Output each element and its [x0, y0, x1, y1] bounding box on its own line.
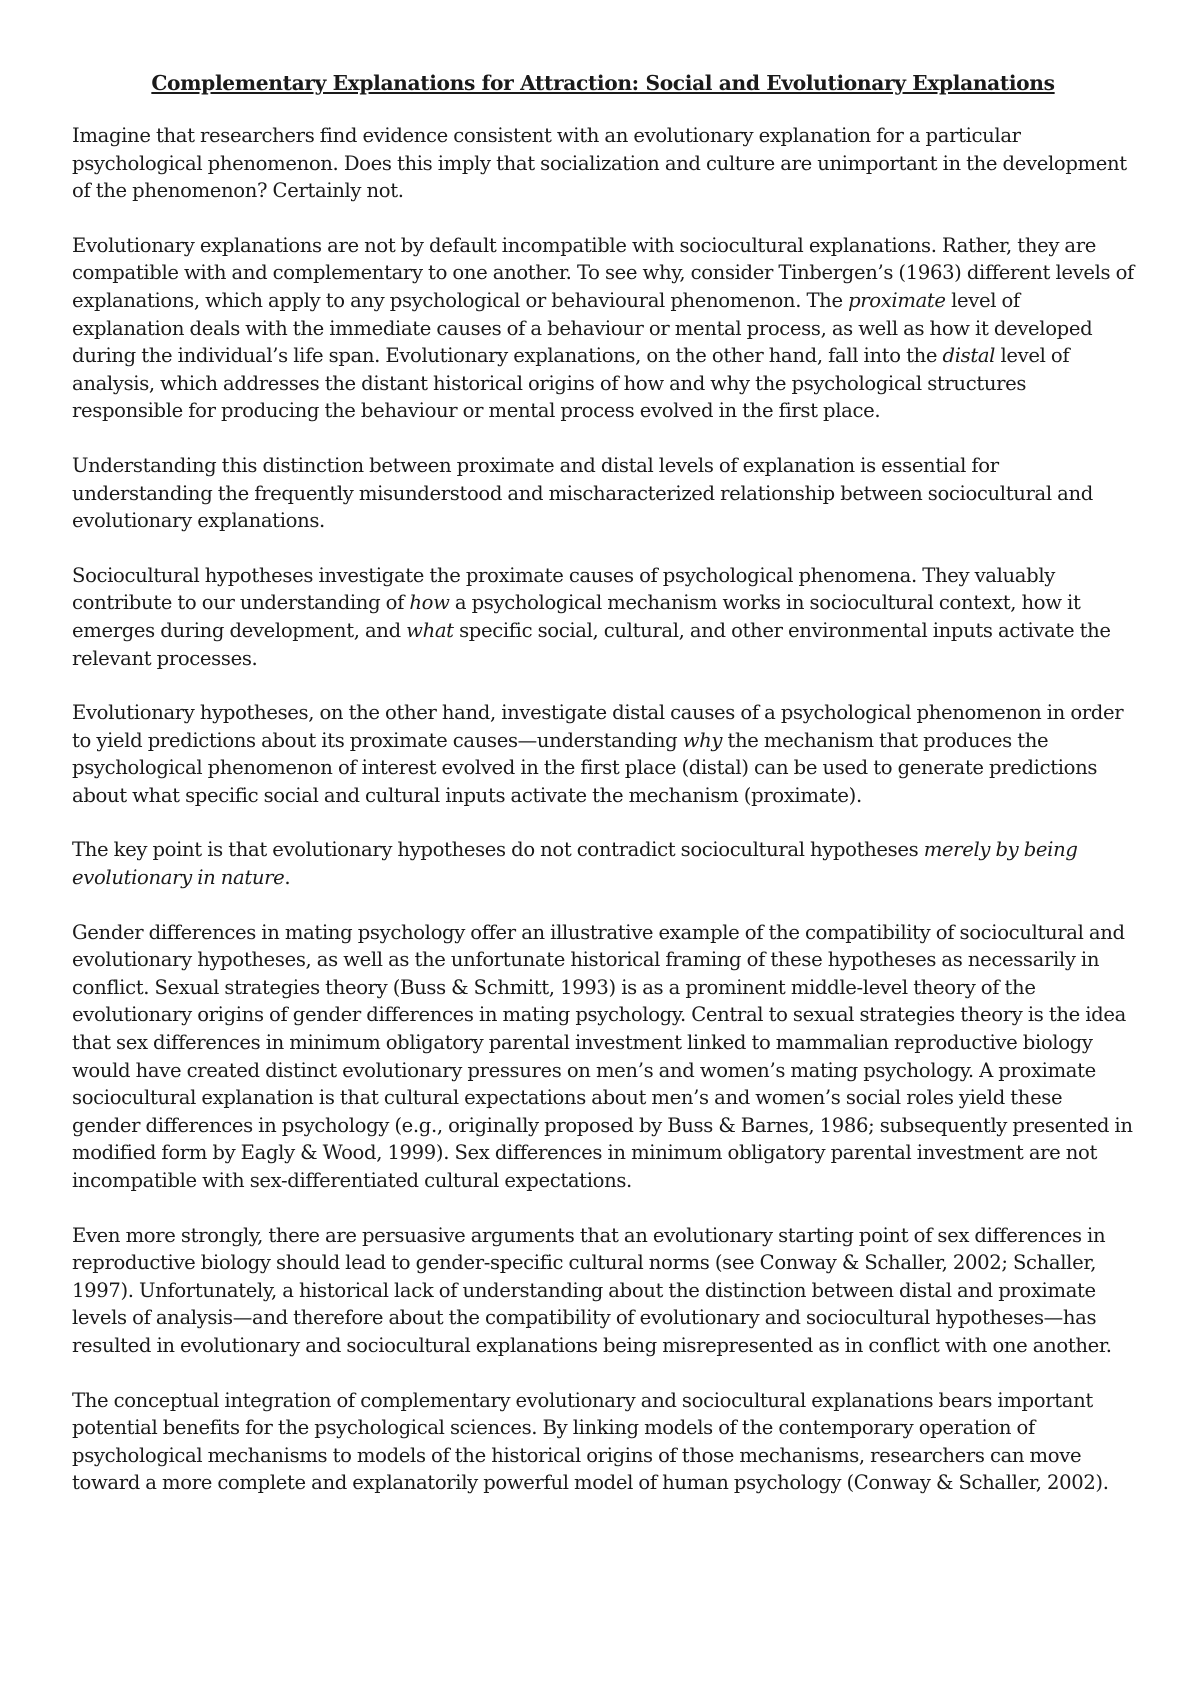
- italic-text: how: [409, 591, 450, 615]
- text-run: Evolutionary hypotheses, on the other hand, investigate distal causes of a psychological phenomenon in order to yield predictions about its proximate causes—understanding: [72, 701, 1124, 752]
- text-run: The key point is that evolutionary hypotheses do not contradict sociocultural hypotheses: [72, 838, 924, 862]
- document-title: Complementary Explanations for Attraction: Social and Evolutionary Explanations: [151, 71, 1055, 95]
- text-run: Understanding this distinction between proximate and distal levels of explanation is essential for understanding the frequently misunderstood and mischaracterized relationship between sociocultural and evolutionary explanations.: [72, 453, 1093, 533]
- italic-text: what: [406, 618, 454, 642]
- text-run: Sociocultural hypotheses investigate the proximate causes of psychological phenomena. They valuably contribute to our understanding of: [72, 563, 1055, 615]
- paragraph-2: [72, 232, 1134, 425]
- italic-text: why: [682, 728, 723, 752]
- paragraph-3: [72, 452, 1134, 535]
- italic-text: distal: [942, 344, 996, 368]
- text-run: the mechanism that produces the psychological phenomenon of interest evolved in the first place (distal) can be used to generate predictions about what specific social and cultural inputs activate the mechanism (proximate).: [72, 728, 1098, 807]
- paragraph-4: [72, 562, 1134, 672]
- document-body: [72, 122, 1134, 1497]
- italic-text: proximate: [848, 288, 946, 312]
- text-run: .: [284, 866, 291, 890]
- paragraph-9: [72, 1387, 1134, 1497]
- text-run: a psychological mechanism works in sociocultural context, how it emerges during development, and: [72, 591, 1081, 642]
- text-run: The conceptual integration of complementary evolutionary and sociocultural explanations bears important potential benefits for the psychological sciences. By linking models of the contemporary operation of psychological mechanisms to models of the historical origins of those mechanisms, researchers can move toward a more complete and explanatorily powerful model of human psychology (Conway & Schaller, 2002).: [72, 1388, 1109, 1495]
- text-run: level of analysis, which addresses the distant historical origins of how and why the psychological structures responsible for producing the behaviour or mental process evolved in the first place.: [72, 344, 1070, 423]
- paragraph-8: [72, 1222, 1134, 1360]
- text-run: Imagine that researchers find evidence consistent with an evolutionary explanation for a particular psychological phenomenon. Does this imply that socialization and culture are unimportant in the development of the phenomenon? Certainly not.: [72, 124, 1127, 203]
- text-run: Evolutionary explanations are not by default incompatible with sociocultural explanations. Rather, they are compatible with and complementary to one another. To see why, consider Tinbergen’s (1963) different levels of explanations, which apply to any psychological or behavioural phenomenon. The: [72, 233, 1134, 312]
- text-run: specific social, cultural, and other environmental inputs activate the relevant processes.: [72, 618, 1111, 670]
- text-run: Gender differences in mating psychology offer an illustrative example of the compatibility of sociocultural and evolutionary hypotheses, as well as the unfortunate historical framing of these hypotheses as necessarily in conflict. Sexual strategies theory (Buss & Schmitt, 1993) is as a prominent middle-level theory of the evolutionary origins of gender differences in mating psychology. Central to sexual strategies theory is the idea that sex differences in minimum obligatory parental investment linked to mammalian reproductive biology would have created distinct evolutionary pressures on men’s and women’s mating psychology. A proximate sociocultural explanation is that cultural expectations about men’s and women’s social roles yield these gender differences in psychology (e.g., originally proposed by Buss & Barnes, 1986; subsequently presented in modified form by Eagly & Wood, 1999). Sex differences in minimum obligatory parental investment are not incompatible with sex-differentiated cultural expectations.: [72, 920, 1133, 1192]
- paragraph-5: [72, 699, 1134, 809]
- paragraph-6: [72, 836, 1134, 891]
- italic-text: merely by being evolutionary in nature: [72, 838, 1078, 890]
- paragraph-1: [72, 122, 1134, 205]
- paragraph-7: [72, 919, 1134, 1195]
- text-run: level of explanation deals with the immediate causes of a behaviour or mental process, as well as how it developed during the individual’s life span. Evolutionary explanations, on the other hand, fall into the: [72, 288, 1093, 368]
- text-run: Even more strongly, there are persuasive arguments that an evolutionary starting point of sex differences in reproductive biology should lead to gender-specific cultural norms (see Conway & Schaller, 2002; Schaller, 1997). Unfortunately, a historical lack of understanding about the distinction between distal and proximate levels of analysis—and therefore about the compatibility of evolutionary and sociocultural hypotheses—has resulted in evolutionary and sociocultural explanations being misrepresented as in conflict with one another.: [72, 1223, 1112, 1357]
